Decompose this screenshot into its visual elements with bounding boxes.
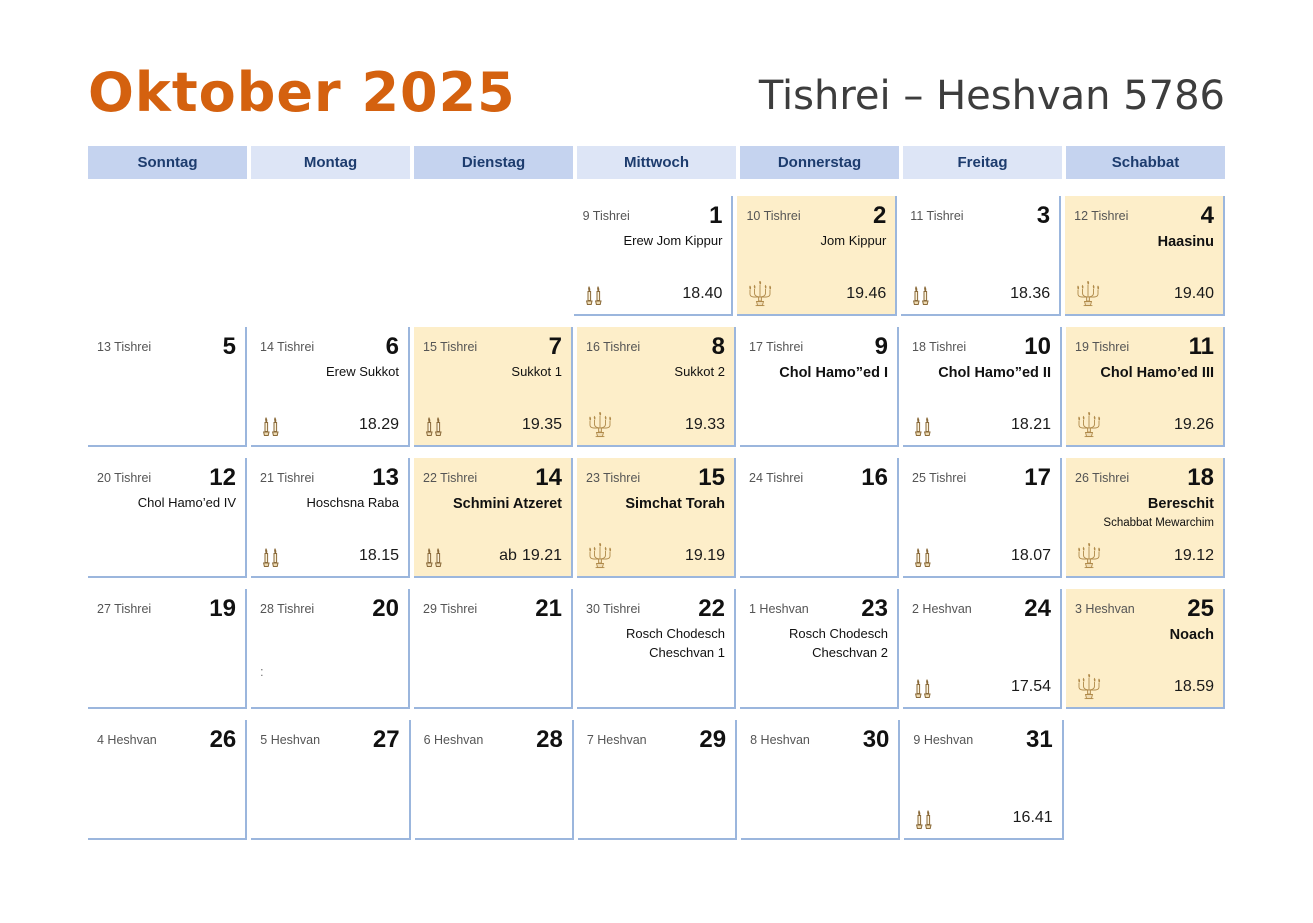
hebrew-date-label: 9 Tishrei [582,209,630,223]
candle-lighting-row [912,542,1051,570]
day-events [749,363,888,395]
gregorian-date-number: 6 [385,333,399,360]
candles-icon [912,544,934,568]
havdalah-icon [1075,412,1103,438]
candles-icon [260,413,282,437]
calendar-day-cell[interactable] [578,720,737,840]
gregorian-date-number: 28 [536,726,563,753]
event-label: Jom Kippur [820,233,887,248]
hebrew-date-label: 10 Tishrei [746,209,801,223]
gregorian-date-number: 16 [861,464,888,491]
day-events [910,232,1050,264]
hebrew-date-label: 14 Tishrei [260,340,315,354]
calendar-day-cell[interactable] [903,589,1062,709]
calendar-cell-empty [250,196,408,316]
calendar-week-row [88,458,1225,578]
gregorian-date-number: 17 [1024,464,1051,491]
calendar-day-cell[interactable] [1065,196,1225,316]
day-events [260,494,399,526]
day-cell-header [586,466,725,492]
time-prefix-label: ab [499,547,517,564]
day-events [586,625,725,663]
hebrew-date-label: 21 Tishrei [260,471,315,485]
event-label: Schmini Atzeret [452,496,562,512]
hebrew-date-label: 12 Tishrei [1074,209,1129,223]
day-events [587,756,726,788]
day-events [1075,363,1214,395]
event-label: Cheschvan 2 [812,644,888,660]
hebrew-date-label: 24 Tishrei [749,471,804,485]
havdalah-icon [746,281,774,307]
weekday-header-sonntag: Sonntag [88,146,247,179]
candle-lighting-time: 19.12 [1173,547,1214,564]
hebrew-date-label: 13 Tishrei [97,340,152,354]
candles-icon [910,282,932,306]
calendar-day-cell[interactable] [251,458,410,578]
day-events [586,363,725,395]
gregorian-date-number: 23 [861,595,888,622]
hebrew-date-label: 15 Tishrei [423,340,478,354]
calendar-day-cell[interactable] [577,589,736,709]
calendar-day-cell[interactable] [740,458,899,578]
candle-lighting-row [912,673,1051,701]
candles-icon [583,282,605,306]
gregorian-date-number: 27 [372,726,400,753]
hebrew-date-label: 25 Tishrei [912,471,967,485]
day-cell-header [423,597,562,623]
calendar-day-cell[interactable] [88,458,247,578]
colon-marker: : [260,664,264,679]
candles-icon [423,413,445,437]
hebrew-date-label: 16 Tishrei [586,340,641,354]
hebrew-date-label: 27 Tishrei [97,602,152,616]
day-cell-header [587,728,726,754]
day-events [586,494,725,526]
event-label: Haasinu [1157,234,1215,250]
hebrew-date-label: 5 Heshvan [260,733,321,747]
day-events [97,625,236,657]
candle-lighting-time: 19.19 [684,547,725,564]
day-cell-header [1075,597,1214,623]
day-events [912,625,1051,657]
gregorian-date-number: 20 [372,595,399,622]
gregorian-date-number: 30 [862,726,890,753]
hebrew-date-label: 11 Tishrei [910,209,964,223]
day-events [583,232,723,264]
hebrew-date-label: 28 Tishrei [260,602,315,616]
hebrew-date-label: 9 Heshvan [913,733,974,747]
day-events [1075,625,1214,657]
calendar-day-cell[interactable] [251,327,410,447]
calendar-cell-empty [1068,720,1225,840]
day-events [260,756,399,788]
gregorian-date-number: 2 [872,202,887,229]
weekday-header-mittwoch: Mittwoch [577,146,736,179]
day-cell-header [97,466,236,492]
candle-lighting-time: 19.40 [1173,285,1215,302]
hebrew-date-label: 4 Heshvan [97,733,157,747]
calendar-cell-empty [412,196,570,316]
hebrew-date-label: 7 Heshvan [586,733,647,747]
havdalah-icon [1074,281,1102,307]
gregorian-date-number: 25 [1187,595,1214,622]
weekday-header-montag: Montag [251,146,410,179]
calendar-header [88,38,1225,124]
day-cell-header [1074,204,1214,230]
candle-lighting-row [912,411,1051,439]
calendar-day-cell[interactable] [740,327,899,447]
day-events [97,756,236,788]
gregorian-date-number: 22 [698,595,725,622]
event-label: Rosch Chodesch [789,626,888,641]
calendar-day-cell[interactable] [903,327,1062,447]
weekday-header-row [88,146,1225,179]
hebrew-date-label: 17 Tishrei [749,340,804,354]
day-events [750,756,889,788]
hebrew-title: Tishrei – Heshvan 5786 [758,73,1225,119]
hebrew-date-label: 22 Tishrei [423,471,478,485]
candle-lighting-time: 18.36 [1010,285,1051,302]
day-cell-header [586,597,725,623]
event-label: Chol Hamo’ed IV [137,495,236,510]
calendar-day-cell[interactable] [414,327,573,447]
day-events [746,232,886,264]
day-cell-header [583,204,723,230]
calendar-grid [88,196,1225,840]
day-events [97,363,236,395]
calendar-day-cell[interactable] [1066,589,1225,709]
calendar-day-cell[interactable] [251,589,410,709]
day-events [749,494,888,526]
event-label: Chol Hamo’ed III [1100,365,1214,381]
calendar-day-cell[interactable] [577,327,736,447]
gregorian-date-number: 5 [222,333,236,360]
day-cell-header [910,204,1050,230]
gregorian-date-number: 18 [1187,464,1214,491]
candles-icon [913,806,935,830]
candle-lighting-time: 19.26 [1173,416,1214,433]
hebrew-date-label: 26 Tishrei [1075,471,1130,485]
gregorian-date-number: 26 [209,726,237,753]
calendar-day-cell[interactable] [577,458,736,578]
havdalah-icon [586,412,614,438]
calendar-day-cell[interactable] [741,720,900,840]
gregorian-date-number: 24 [1024,595,1051,622]
candle-lighting-row [913,804,1052,832]
calendar-day-cell[interactable] [88,327,247,447]
hebrew-date-label: 23 Tishrei [586,471,641,485]
weekday-header-freitag: Freitag [903,146,1062,179]
hebrew-date-label: 2 Heshvan [912,602,972,616]
day-cell-header [912,466,1051,492]
day-cell-header [912,597,1051,623]
calendar-day-cell[interactable] [88,720,247,840]
event-label: Bereschit [1147,496,1214,512]
calendar-week-row [88,589,1225,709]
hebrew-date-label: 1 Heshvan [749,602,809,616]
weekday-header-donnerstag: Donnerstag [740,146,899,179]
gregorian-date-number: 19 [209,595,236,622]
calendar-day-cell[interactable] [574,196,734,316]
day-cell-header [260,466,399,492]
calendar-day-cell[interactable] [901,196,1061,316]
day-cell-header [423,335,562,361]
candle-lighting-row [260,542,399,570]
day-cell-header [750,728,889,754]
gregorian-date-number: 21 [535,595,562,622]
day-cell-header [260,335,399,361]
candles-icon [912,675,934,699]
day-cell-header [586,335,725,361]
candle-lighting-row [1074,280,1214,308]
calendar-week-row [88,327,1225,447]
event-label: Hoschsna Raba [306,495,399,510]
day-cell-header [97,728,236,754]
candle-lighting-row [1075,673,1214,701]
weekday-header-dienstag: Dienstag [414,146,573,179]
day-events [1074,232,1214,264]
havdalah-icon [586,543,614,569]
day-cell-header [97,597,236,623]
hebrew-date-label: 29 Tishrei [423,602,478,616]
candle-lighting-time: 19.21 [521,547,562,564]
candle-lighting-row [423,542,562,570]
candle-lighting-time: 18.59 [1173,678,1214,695]
gregorian-date-number: 12 [209,464,236,491]
calendar-week-row [88,720,1225,840]
day-cell-header [913,728,1052,754]
candle-lighting-row [586,411,725,439]
candle-lighting-row [586,542,725,570]
day-events [260,625,399,657]
candle-lighting-row [260,411,399,439]
gregorian-date-number: 3 [1036,202,1051,229]
day-events [423,625,562,657]
weekday-header-schabbat: Schabbat [1066,146,1225,179]
calendar-day-cell[interactable] [88,589,247,709]
event-label: Erew Sukkot [326,364,399,379]
day-cell-header [746,204,886,230]
candle-lighting-row [746,280,886,308]
gregorian-date-number: 14 [535,464,562,491]
event-label: Sukkot 2 [674,364,725,379]
day-events [912,494,1051,526]
day-events [423,363,562,395]
candles-icon [260,544,282,568]
calendar-day-cell[interactable] [903,458,1062,578]
day-events [260,363,399,395]
candle-lighting-time: 18.21 [1010,416,1051,433]
candle-lighting-time: 16.41 [1012,809,1053,826]
day-cell-header [424,728,563,754]
gregorian-date-number: 1 [709,202,723,229]
day-cell-header [423,466,562,492]
candle-lighting-time: 19.35 [521,416,562,433]
candle-lighting-row [910,280,1050,308]
day-cell-header [1075,335,1214,361]
gregorian-date-number: 11 [1188,333,1214,360]
candle-lighting-time: 18.40 [682,285,723,302]
event-label: Cheschvan 1 [649,644,725,660]
hebrew-date-label: 8 Heshvan [750,733,810,747]
gregorian-date-number: 9 [874,333,888,360]
event-label: Sukkot 1 [511,364,562,379]
day-events [912,363,1051,395]
day-events [749,625,888,663]
day-events [97,494,236,526]
day-cell-header [749,466,888,492]
candles-icon [423,544,445,568]
day-cell-header [97,335,236,361]
day-cell-header [749,597,888,623]
candle-lighting-time: 18.07 [1010,547,1051,564]
day-events [423,494,562,526]
day-events [424,756,563,788]
page-title: Oktober 2025 [88,61,516,124]
day-cell-header [912,335,1051,361]
gregorian-date-number: 13 [372,464,399,491]
candle-lighting-row [1075,542,1214,570]
havdalah-icon [1075,674,1103,700]
candle-lighting-row [583,280,723,308]
calendar-day-cell[interactable] [414,458,573,578]
event-label: Chol Hamo”ed II [938,365,1051,381]
event-label: Simchat Torah [625,496,725,512]
candle-lighting-time: 17.54 [1010,678,1051,695]
event-label: Chol Hamo”ed I [779,365,888,381]
gregorian-date-number: 7 [548,333,562,360]
havdalah-icon [1075,543,1103,569]
candle-lighting-time: 19.33 [684,416,725,433]
day-cell-header [260,728,399,754]
calendar-day-cell[interactable] [1066,327,1225,447]
event-label: Schabbat Mewarchim [1103,517,1214,530]
hebrew-date-label: 18 Tishrei [912,340,967,354]
candle-lighting-time: 18.29 [358,416,399,433]
calendar-day-cell[interactable] [414,589,573,709]
gregorian-date-number: 10 [1024,333,1051,360]
calendar-day-cell[interactable] [740,589,899,709]
event-label: Erew Jom Kippur [623,233,723,248]
hebrew-date-label: 20 Tishrei [97,471,152,485]
hebrew-date-label: 19 Tishrei [1075,340,1130,354]
hebrew-date-label: 30 Tishrei [586,602,641,616]
calendar-day-cell[interactable] [251,720,410,840]
gregorian-date-number: 15 [698,464,725,491]
day-events [913,756,1052,788]
candle-lighting-time: 18.15 [358,547,399,564]
event-label: Rosch Chodesch [626,626,725,641]
calendar-week-row [88,196,1225,316]
candles-icon [912,413,934,437]
calendar-day-cell[interactable] [415,720,574,840]
calendar-day-cell[interactable] [737,196,897,316]
gregorian-date-number: 29 [699,726,727,753]
candle-lighting-time: 19.46 [846,285,887,302]
hebrew-date-label: 3 Heshvan [1075,602,1135,616]
gregorian-date-number: 8 [711,333,725,360]
gregorian-date-number: 31 [1025,726,1053,753]
calendar-day-cell[interactable] [1066,458,1225,578]
day-events [1075,494,1214,532]
candle-lighting-row [423,411,562,439]
calendar-day-cell[interactable] [904,720,1063,840]
hebrew-date-label: 6 Heshvan [423,733,484,747]
candle-lighting-row [1075,411,1214,439]
day-cell-header [749,335,888,361]
day-cell-header [260,597,399,623]
gregorian-date-number: 4 [1200,202,1215,229]
calendar-cell-empty [88,196,246,316]
event-label: Noach [1169,627,1214,643]
day-cell-header [1075,466,1214,492]
